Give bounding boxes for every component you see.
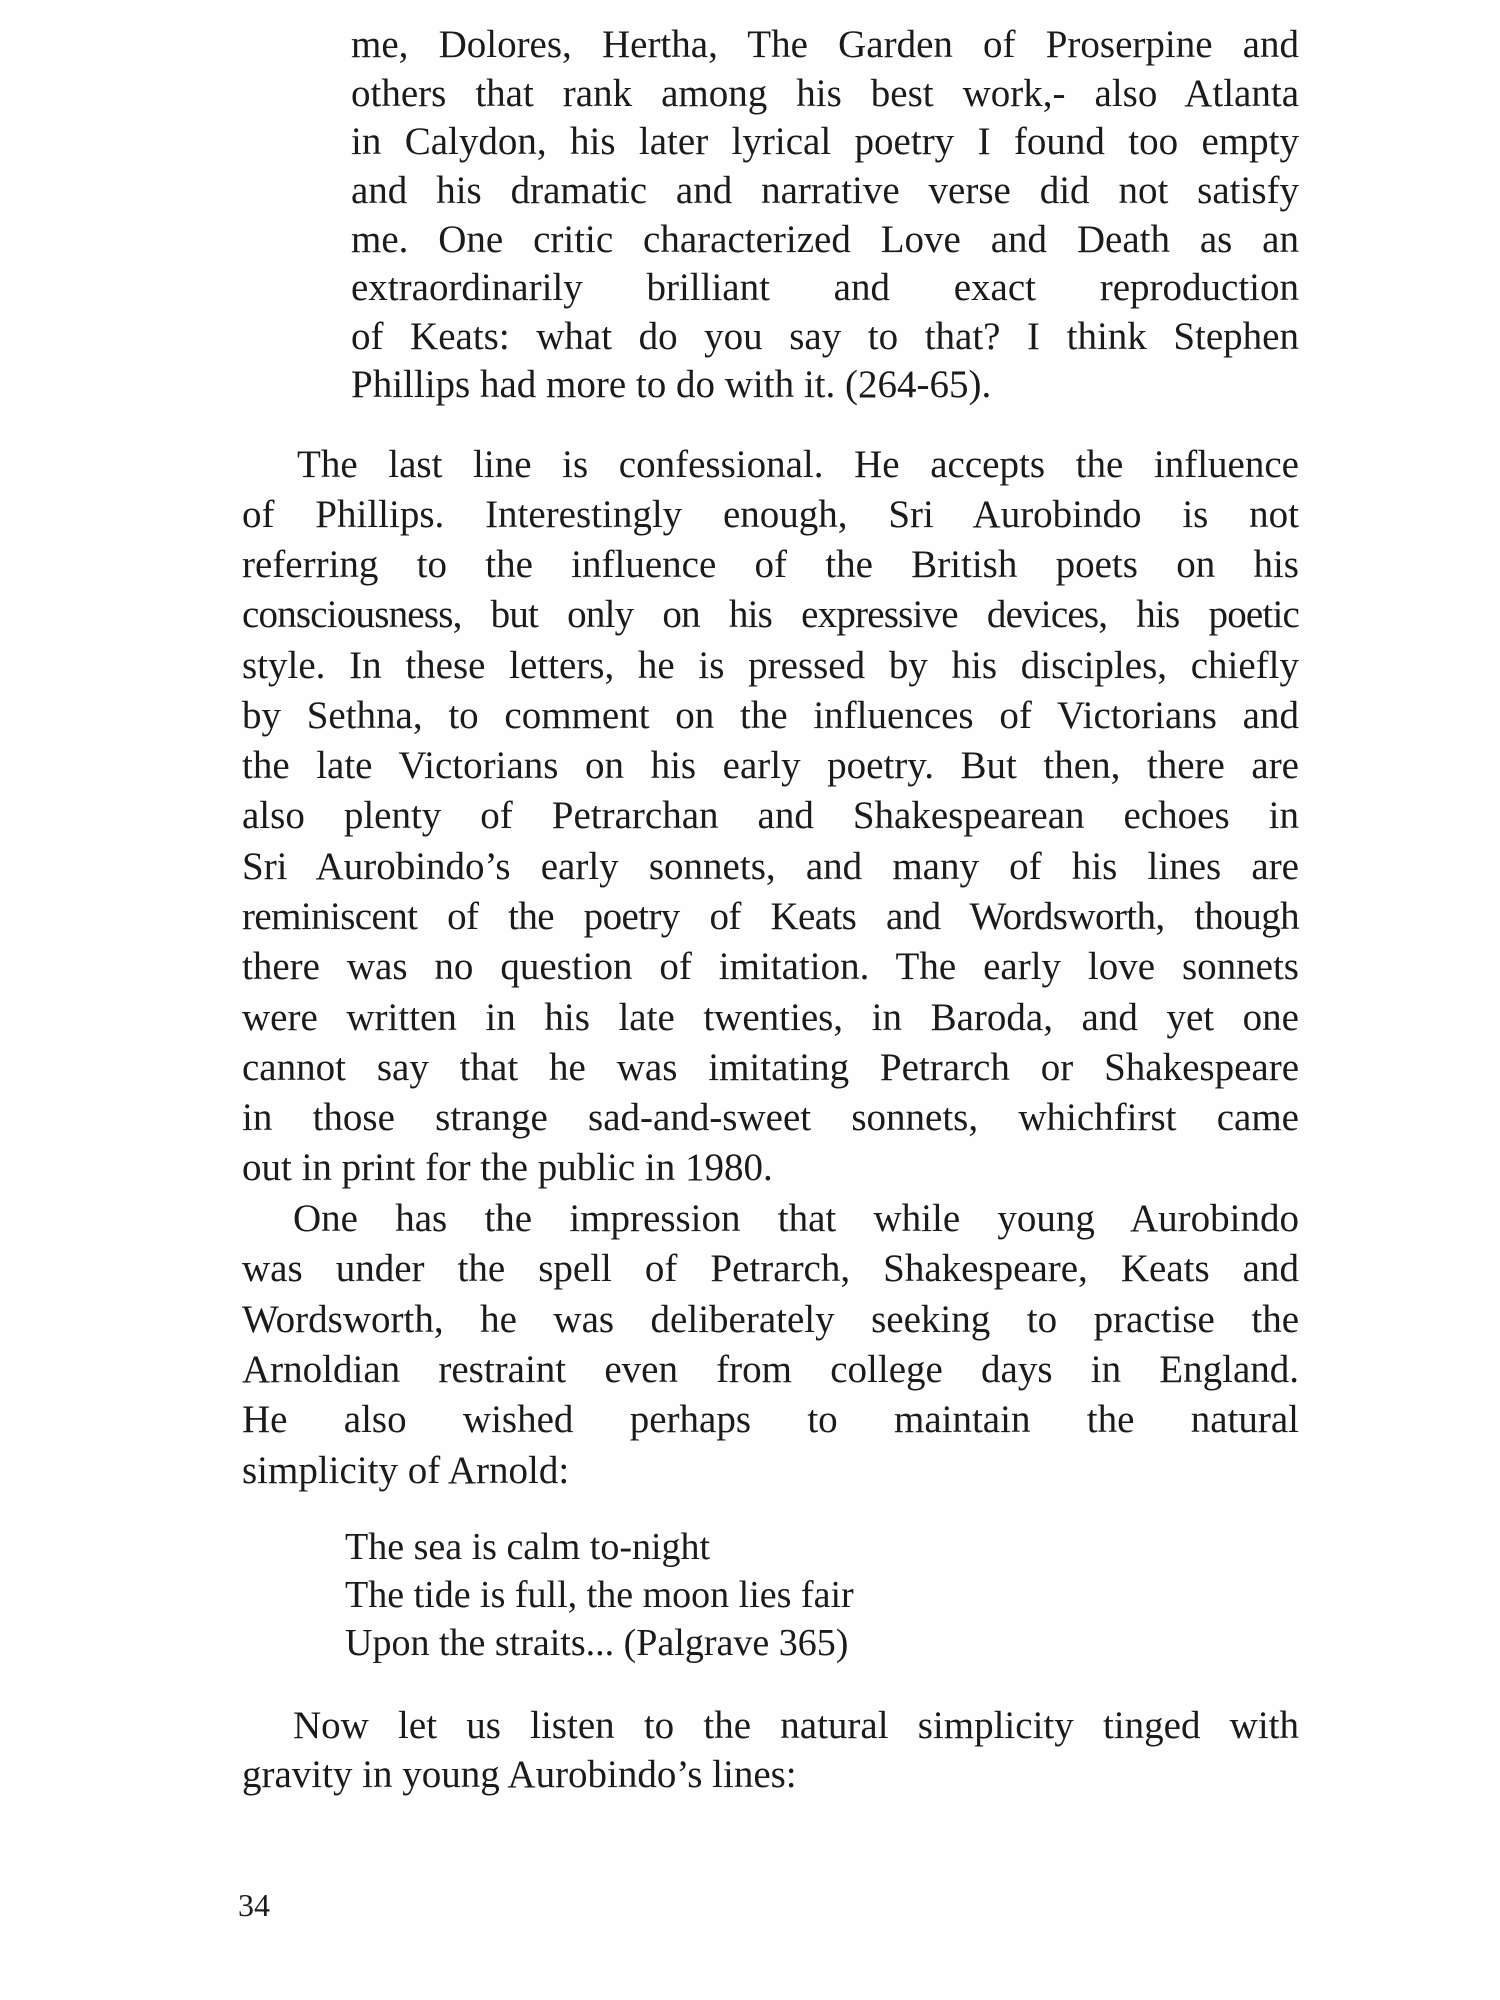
paragraph-line: referring to the influence of the British poets on his [242,543,1299,586]
paragraph-line: in those strange sad-and-sweet sonnets, whichfirst came [242,1096,1299,1139]
poem-line: Upon the straits... (Palgrave 365) [345,1622,849,1664]
paragraph-line: simplicity of Arnold: [242,1449,570,1492]
paragraph-line: He also wished perhaps to maintain the natural [242,1398,1299,1441]
paragraph-line: Now let us listen to the natural simplicity tinged with [293,1704,1299,1747]
quote-line: of Keats: what do you say to that? I think Stephen [351,315,1299,358]
paragraph-line: reminiscent of the poetry of Keats and Wordsworth, though [242,895,1299,938]
paragraph-line: gravity in young Aurobindo’s lines: [242,1753,797,1796]
paragraph-line: Arnoldian restraint even from college days in England. [242,1348,1299,1391]
paragraph-line: of Phillips. Interestingly enough, Sri Aurobindo is not [242,493,1299,536]
paragraph-line: the late Victorians on his early poetry. But then, there are [242,744,1299,787]
quote-line: extraordinarily brilliant and exact reproduction [351,266,1299,309]
paragraph-line: Wordsworth, he was deliberately seeking to practise the [242,1298,1299,1341]
quote-line: and his dramatic and narrative verse did not satisfy [351,169,1299,212]
poem-line: The sea is calm to-night [345,1526,711,1568]
page-number: 34 [238,1887,270,1923]
paragraph-line: was under the spell of Petrarch, Shakespeare, Keats and [242,1247,1299,1290]
quote-line: Phillips had more to do with it. (264-65). [351,363,992,406]
paragraph-line: The last line is confessional. He accepts the influence [297,443,1299,486]
poem-line: The tide is full, the moon lies fair [345,1574,854,1616]
paragraph-line: by Sethna, to comment on the influences of Victorians and [242,694,1299,737]
paragraph-line: there was no question of imitation. The early love sonnets [242,945,1299,988]
paragraph-line: Sri Aurobindo’s early sonnets, and many of his lines are [242,845,1299,888]
paragraph-line: out in print for the public in 1980. [242,1146,773,1189]
paragraph-line: were written in his late twenties, in Baroda, and yet one [242,996,1299,1039]
paragraph-line: One has the impression that while young Aurobindo [293,1197,1299,1240]
quote-line: in Calydon, his later lyrical poetry I found too empty [351,120,1299,163]
quote-line: others that rank among his best work,- also Atlanta [351,72,1299,115]
paragraph-line: consciousness, but only on his expressive devices, his poetic [242,593,1299,636]
quote-line: me. One critic characterized Love and Death as an [351,218,1299,261]
quote-line: me, Dolores, Hertha, The Garden of Proserpine and [351,23,1299,66]
paragraph-line: cannot say that he was imitating Petrarch or Shakespeare [242,1046,1299,1089]
paragraph-line: also plenty of Petrarchan and Shakespearean echoes in [242,794,1299,837]
paragraph-line: style. In these letters, he is pressed by his disciples, chiefly [242,644,1299,687]
